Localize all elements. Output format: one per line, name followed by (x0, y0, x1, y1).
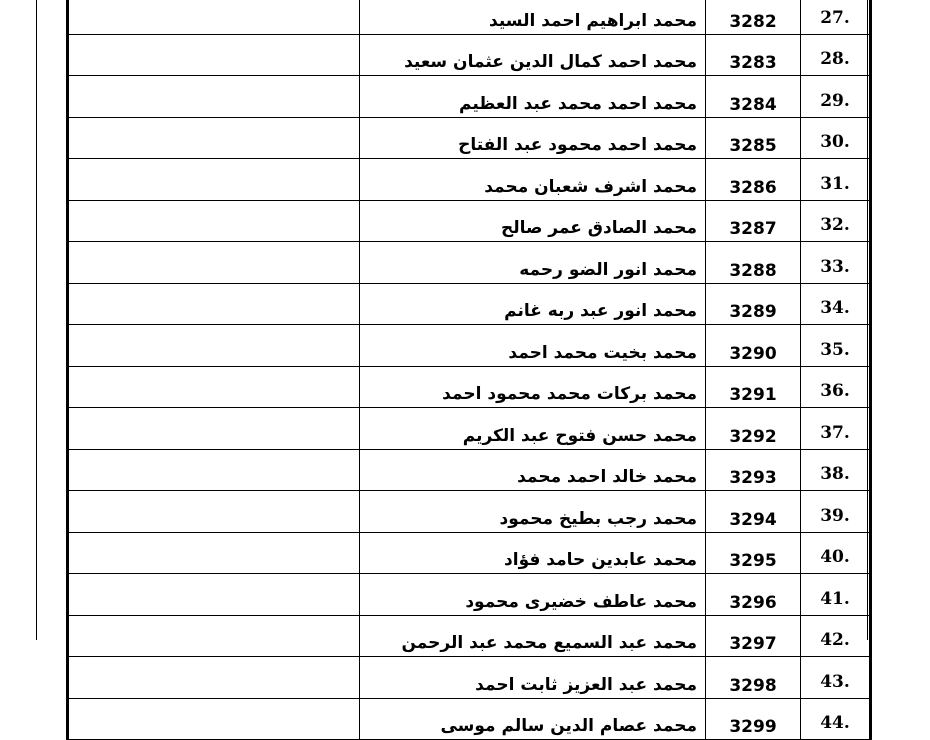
name-cell: محمد عبد العزيز ثابت احمد (360, 657, 706, 699)
name-cell: محمد عاطف خضيرى محمود (360, 574, 706, 616)
blank-cell (68, 615, 360, 657)
row-number-cell: 41. (801, 574, 871, 616)
blank-cell (68, 200, 360, 242)
table-body (68, 0, 871, 740)
name-cell: محمد عبد السميع محمد عبد الرحمن (360, 615, 706, 657)
table-row (68, 34, 871, 76)
table-row (68, 283, 871, 325)
blank-cell (68, 34, 360, 76)
name-cell: محمد اشرف شعبان محمد (360, 159, 706, 201)
code-cell: 3291 (706, 366, 801, 408)
code-cell: 3282 (706, 0, 801, 34)
table-row (68, 325, 871, 367)
table-row (68, 242, 871, 284)
blank-cell (68, 159, 360, 201)
table-row (68, 76, 871, 118)
code-cell: 3288 (706, 242, 801, 284)
blank-cell (68, 574, 360, 616)
name-cell: محمد حسن فتوح عبد الكريم (360, 408, 706, 450)
name-cell: محمد احمد محمد عبد العظيم (360, 76, 706, 118)
code-cell: 3295 (706, 532, 801, 574)
name-cell: محمد احمد كمال الدين عثمان سعيد (360, 34, 706, 76)
blank-cell (68, 76, 360, 118)
row-number-cell: 40. (801, 532, 871, 574)
name-cell: محمد انور عبد ربه غانم (360, 283, 706, 325)
name-cell: محمد انور الضو رحمه (360, 242, 706, 284)
blank-cell (68, 532, 360, 574)
code-cell: 3297 (706, 615, 801, 657)
row-number-cell: 43. (801, 657, 871, 699)
table-row (68, 0, 871, 34)
name-cell: محمد الصادق عمر صالح (360, 200, 706, 242)
table-row (68, 532, 871, 574)
row-number-cell: 31. (801, 159, 871, 201)
blank-cell (68, 408, 360, 450)
blank-cell (68, 491, 360, 533)
name-cell: محمد بركات محمد محمود احمد (360, 366, 706, 408)
row-number-cell: 36. (801, 366, 871, 408)
student-list-table (66, 0, 872, 740)
name-cell: محمد احمد محمود عبد الفتاح (360, 117, 706, 159)
row-number-cell: 28. (801, 34, 871, 76)
code-cell: 3298 (706, 657, 801, 699)
table-row (68, 200, 871, 242)
row-number-cell: 27. (801, 0, 871, 34)
name-cell: محمد عصام الدين سالم موسى (360, 698, 706, 740)
row-number-cell: 33. (801, 242, 871, 284)
name-cell: محمد بخيت محمد احمد (360, 325, 706, 367)
code-cell: 3290 (706, 325, 801, 367)
table-row (68, 491, 871, 533)
row-number-cell: 42. (801, 615, 871, 657)
row-number-cell: 38. (801, 449, 871, 491)
code-cell: 3287 (706, 200, 801, 242)
blank-cell (68, 0, 360, 34)
table-row (68, 159, 871, 201)
table-row (68, 449, 871, 491)
code-cell: 3285 (706, 117, 801, 159)
table-row (68, 657, 871, 699)
row-number-cell: 30. (801, 117, 871, 159)
code-cell: 3286 (706, 159, 801, 201)
name-cell: محمد رجب بطيخ محمود (360, 491, 706, 533)
blank-cell (68, 657, 360, 699)
row-number-cell: 29. (801, 76, 871, 118)
blank-cell (68, 283, 360, 325)
row-number-cell: 37. (801, 408, 871, 450)
row-number-cell: 32. (801, 200, 871, 242)
blank-cell (68, 242, 360, 284)
code-cell: 3289 (706, 283, 801, 325)
code-cell: 3292 (706, 408, 801, 450)
code-cell: 3293 (706, 449, 801, 491)
row-number-cell: 39. (801, 491, 871, 533)
row-number-cell: 44. (801, 698, 871, 740)
table-row (68, 117, 871, 159)
name-cell: محمد خالد احمد محمد (360, 449, 706, 491)
code-cell: 3283 (706, 34, 801, 76)
table-row (68, 408, 871, 450)
table-row (68, 615, 871, 657)
row-number-cell: 34. (801, 283, 871, 325)
table-row (68, 574, 871, 616)
row-number-cell: 35. (801, 325, 871, 367)
name-cell: محمد ابراهيم احمد السيد (360, 0, 706, 34)
table-row (68, 366, 871, 408)
blank-cell (68, 449, 360, 491)
code-cell: 3294 (706, 491, 801, 533)
code-cell: 3296 (706, 574, 801, 616)
blank-cell (68, 698, 360, 740)
code-cell: 3284 (706, 76, 801, 118)
blank-cell (68, 325, 360, 367)
name-cell: محمد عابدين حامد فؤاد (360, 532, 706, 574)
blank-cell (68, 117, 360, 159)
table-row (68, 698, 871, 740)
code-cell: 3299 (706, 698, 801, 740)
blank-cell (68, 366, 360, 408)
